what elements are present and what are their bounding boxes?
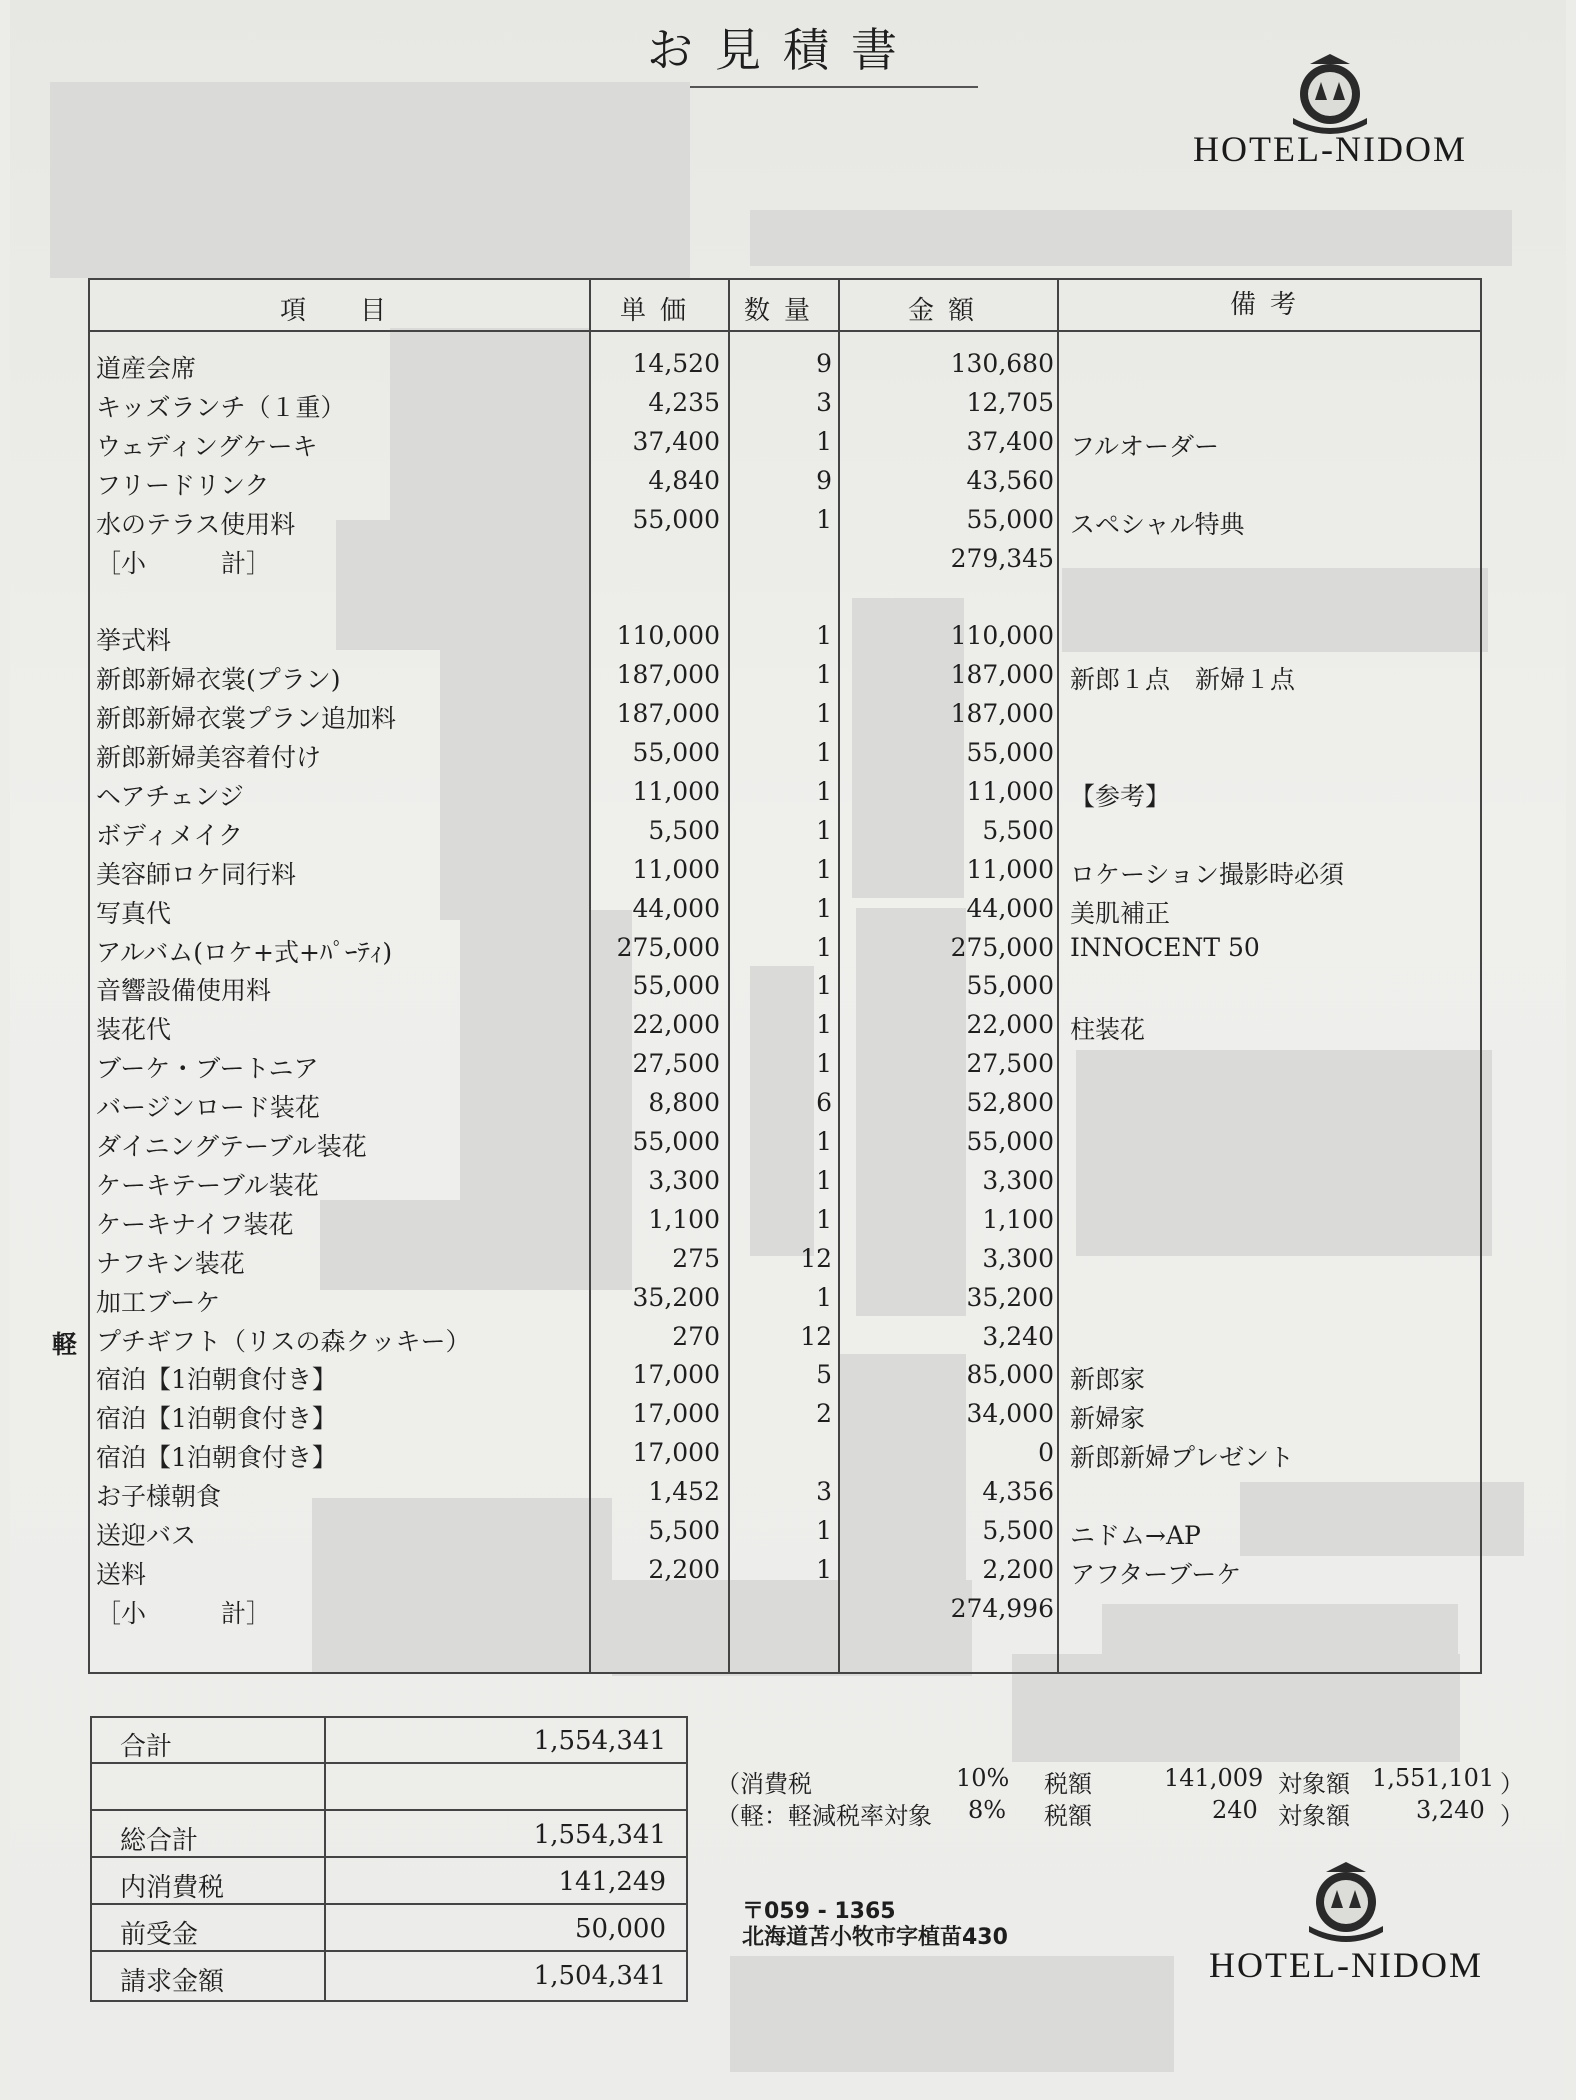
quantity: 9 [816, 349, 832, 378]
item-name: 写真代 [96, 898, 172, 928]
quantity: 1 [816, 1204, 832, 1234]
summary-value: 1,554,341 [533, 1820, 666, 1850]
table-row [0, 425, 1576, 464]
redaction-block [750, 210, 1512, 266]
table-row [0, 1281, 1576, 1320]
amount: 55,000 [966, 738, 1054, 767]
summary-value: 50,000 [575, 1914, 666, 1944]
postal-code: 〒059 - 1365 [742, 1899, 896, 1924]
table-row [0, 619, 1576, 658]
unit-price: 55,000 [632, 738, 720, 767]
brand-name: HOTEL-NIDOM [1193, 129, 1467, 169]
unit-price: 35,200 [632, 1282, 720, 1312]
address-line: 北海道苫小牧市字植苗430 [742, 1925, 1008, 1950]
table-row [0, 1242, 1576, 1281]
item-name: 装花代 [96, 1015, 172, 1045]
summary-value: 141,249 [558, 1867, 666, 1897]
note: ロケーション撮影時必須 [1070, 859, 1345, 889]
unit-price: 1,452 [648, 1477, 720, 1507]
quantity: 1 [816, 1282, 832, 1312]
summary-label: 総合計 [120, 1826, 199, 1856]
amount: 3,300 [982, 1165, 1054, 1195]
table-row [0, 1320, 1576, 1359]
table-row [0, 1086, 1576, 1125]
summary-label: 前受金 [120, 1920, 199, 1950]
quantity: 1 [816, 1010, 832, 1040]
summary-row [90, 1812, 688, 1859]
quantity: 1 [816, 660, 832, 690]
amount: 3,240 [982, 1321, 1054, 1351]
amount: 2,200 [982, 1554, 1054, 1584]
note: INNOCENT 50 [1070, 932, 1260, 962]
amount: 274,996 [950, 1593, 1054, 1623]
redaction-block [50, 82, 690, 278]
quantity: 1 [816, 854, 832, 884]
table-row [0, 542, 1576, 581]
amount: 3,300 [982, 1243, 1054, 1273]
amount: 11,000 [966, 776, 1054, 806]
summary-row [90, 1953, 688, 2000]
unit-price: 27,500 [632, 1049, 720, 1079]
unit-price: 187,000 [616, 699, 720, 729]
table-row [0, 1047, 1576, 1086]
table-row [0, 580, 1576, 619]
quantity: 9 [816, 465, 832, 495]
item-name: 水のテラス使用料 [96, 509, 296, 539]
unit-price: 55,000 [632, 971, 720, 1001]
table-row [0, 464, 1576, 503]
quantity: 1 [816, 776, 832, 806]
amount: 43,560 [966, 465, 1054, 495]
table-row [0, 503, 1576, 542]
hotel-logo-top [1180, 52, 1480, 172]
quantity: 5 [816, 1360, 832, 1390]
quantity: 1 [816, 1127, 832, 1156]
header-unit-price: 単価 [619, 296, 700, 326]
header-item: 項 目 [279, 296, 400, 326]
item-name: フリードリンク [96, 470, 270, 500]
quantity: 1 [816, 971, 832, 1001]
quantity: 1 [816, 1516, 832, 1545]
item-name: 宿泊【1泊朝食付き】 [96, 1365, 337, 1395]
item-name: ケーキナイフ装花 [96, 1209, 294, 1239]
table-row [0, 1358, 1576, 1397]
item-name: ブーケ・ブートニア [96, 1054, 319, 1084]
quantity: 1 [816, 1554, 832, 1584]
unit-price: 11,000 [632, 854, 720, 884]
amount: 5,500 [982, 1516, 1054, 1545]
item-name: 新郎新婦美容着付け [96, 743, 322, 772]
header-qty: 数量 [743, 296, 824, 326]
table-row [0, 1008, 1576, 1047]
unit-price: 37,400 [632, 426, 720, 456]
unit-price: 8,800 [648, 1088, 720, 1118]
item-name: 挙式料 [96, 626, 172, 656]
note: ニドム→AP [1070, 1521, 1201, 1550]
note: 新郎家 [1070, 1365, 1146, 1395]
amount: 85,000 [966, 1360, 1054, 1390]
note: 新婦家 [1070, 1404, 1146, 1434]
quantity: 6 [816, 1088, 832, 1118]
item-name: 新郎新婦衣裳(プラン) [96, 665, 341, 695]
unit-price: 17,000 [632, 1399, 720, 1429]
item-name: 音響設備使用料 [96, 976, 272, 1006]
note: 新郎１点 新婦１点 [1070, 665, 1296, 695]
amount: 279,345 [950, 543, 1054, 573]
note: 【参考】 [1070, 781, 1171, 811]
table-row [0, 697, 1576, 736]
note: スペシャル特典 [1070, 509, 1245, 539]
unit-price: 3,300 [648, 1165, 720, 1195]
table-row [0, 969, 1576, 1008]
table-row [0, 1164, 1576, 1203]
amount: 55,000 [966, 1127, 1054, 1156]
summary-label: 内消費税 [120, 1873, 225, 1903]
note: 美肌補正 [1070, 898, 1171, 928]
amount: 52,800 [966, 1088, 1054, 1118]
summary-row [90, 1906, 688, 1953]
item-name: 道産会席 [96, 354, 197, 383]
amount: 37,400 [966, 426, 1054, 456]
item-name: バージンロード装花 [96, 1093, 320, 1123]
quantity: 3 [816, 1477, 832, 1507]
crest-icon [1275, 52, 1385, 134]
item-name: ナフキン装花 [96, 1248, 245, 1278]
note: 柱装花 [1070, 1015, 1146, 1045]
table-row [0, 386, 1576, 425]
quantity: 12 [800, 1321, 832, 1351]
amount: 55,000 [966, 504, 1054, 534]
quantity: 1 [816, 815, 832, 845]
item-name: 宿泊【1泊朝食付き】 [96, 1404, 337, 1434]
quantity: 12 [800, 1243, 832, 1273]
amount: 187,000 [950, 699, 1054, 729]
header-note: 備考 [1229, 290, 1310, 320]
quantity: 1 [816, 621, 832, 651]
unit-price: 1,100 [648, 1204, 720, 1234]
amount: 110,000 [950, 621, 1054, 651]
table-row [0, 1203, 1576, 1242]
summary-label: 請求金額 [120, 1967, 225, 1997]
amount: 27,500 [966, 1049, 1054, 1079]
table-row [0, 775, 1576, 814]
item-name: ［小 計］ [96, 1598, 272, 1628]
quantity: 1 [816, 426, 832, 456]
amount: 1,100 [982, 1204, 1054, 1234]
item-name: ケーキテーブル装花 [96, 1170, 319, 1200]
quantity: 1 [816, 504, 832, 534]
amount: 12,705 [966, 387, 1054, 417]
crest-icon [1291, 1860, 1401, 1942]
amount: 34,000 [966, 1399, 1054, 1429]
table-row [0, 1125, 1576, 1164]
amount: 35,200 [966, 1282, 1054, 1312]
quantity: 1 [816, 932, 832, 962]
table-row [0, 1553, 1576, 1592]
quantity: 2 [816, 1399, 832, 1429]
table-row [0, 1592, 1576, 1631]
quantity: 1 [816, 1165, 832, 1195]
hotel-logo-bottom [1196, 1860, 1496, 1985]
unit-price: 55,000 [632, 1127, 720, 1156]
reduced-tax-mark: 軽 [52, 1330, 78, 1359]
table-row [0, 814, 1576, 853]
summary-value: 1,504,341 [533, 1961, 666, 1991]
item-name: ダイニングテーブル装花 [96, 1132, 367, 1161]
unit-price: 5,500 [648, 1516, 720, 1545]
amount: 5,500 [982, 815, 1054, 845]
quantity: 3 [816, 387, 832, 417]
summary-row [90, 1718, 688, 1765]
unit-price: 4,840 [648, 465, 720, 495]
unit-price: 4,235 [648, 387, 720, 417]
brand-name: HOTEL-NIDOM [1209, 1945, 1483, 1985]
amount: 44,000 [966, 893, 1054, 923]
table-row [0, 931, 1576, 970]
item-name: ［小 計］ [96, 548, 272, 578]
amount: 275,000 [950, 932, 1054, 962]
redaction-block [730, 1956, 1174, 2072]
item-name: 美容師ロケ同行料 [96, 859, 297, 889]
summary-value: 1,554,341 [533, 1726, 666, 1756]
unit-price: 275,000 [616, 932, 720, 962]
amount: 22,000 [966, 1010, 1054, 1040]
item-name: ボディメイク [96, 820, 244, 850]
unit-price: 17,000 [632, 1360, 720, 1390]
amount: 187,000 [950, 660, 1054, 690]
unit-price: 110,000 [616, 621, 720, 651]
table-row [0, 347, 1576, 386]
table-row [0, 1436, 1576, 1475]
unit-price: 275 [672, 1243, 720, 1273]
unit-price: 270 [672, 1321, 720, 1351]
note: アフターブーケ [1070, 1559, 1242, 1589]
item-name: 送迎バス [96, 1521, 197, 1550]
table-row [0, 1475, 1576, 1514]
unit-price: 11,000 [632, 776, 720, 806]
item-name: 加工ブーケ [96, 1287, 221, 1317]
amount: 4,356 [982, 1477, 1054, 1507]
quantity: 1 [816, 699, 832, 729]
header-amount: 金額 [907, 296, 988, 326]
table-header-divider [88, 330, 1482, 332]
summary-row [90, 1859, 688, 1906]
table-row [0, 853, 1576, 892]
document-title: お見積書 [588, 14, 978, 88]
item-name: ヘアチェンジ [96, 781, 244, 811]
amount: 130,680 [950, 349, 1054, 378]
table-row [0, 1514, 1576, 1553]
item-name: 送料 [96, 1559, 147, 1589]
unit-price: 17,000 [632, 1438, 720, 1468]
summary-row [90, 1765, 688, 1812]
table-row [0, 658, 1576, 697]
note: 新郎新婦プレゼント [1070, 1443, 1295, 1473]
table-row [0, 736, 1576, 775]
item-name: 宿泊【1泊朝食付き】 [96, 1443, 337, 1473]
item-name: アルバム(ロケ+式+ﾊﾟｰﾃｨ) [96, 937, 393, 967]
table-row [0, 1397, 1576, 1436]
amount: 55,000 [966, 971, 1054, 1001]
amount: 0 [1038, 1438, 1054, 1468]
amount: 11,000 [966, 854, 1054, 884]
item-name: 新郎新婦衣裳プラン追加料 [96, 704, 397, 734]
quantity: 1 [816, 1049, 832, 1079]
item-name: キッズランチ（１重） [96, 392, 346, 422]
item-name: お子様朝食 [96, 1482, 222, 1512]
unit-price: 187,000 [616, 660, 720, 690]
unit-price: 44,000 [632, 893, 720, 923]
unit-price: 5,500 [648, 815, 720, 845]
item-name: ウェディングケーキ [96, 431, 318, 461]
unit-price: 14,520 [632, 349, 720, 378]
unit-price: 55,000 [632, 504, 720, 534]
item-name: プチギフト（リスの森クッキー） [96, 1326, 471, 1356]
unit-price: 2,200 [648, 1554, 720, 1584]
table-row [0, 892, 1576, 931]
unit-price: 22,000 [632, 1010, 720, 1040]
summary-label: 合計 [120, 1732, 173, 1762]
note: フルオーダー [1070, 431, 1220, 461]
quantity: 1 [816, 738, 832, 767]
quantity: 1 [816, 893, 832, 923]
